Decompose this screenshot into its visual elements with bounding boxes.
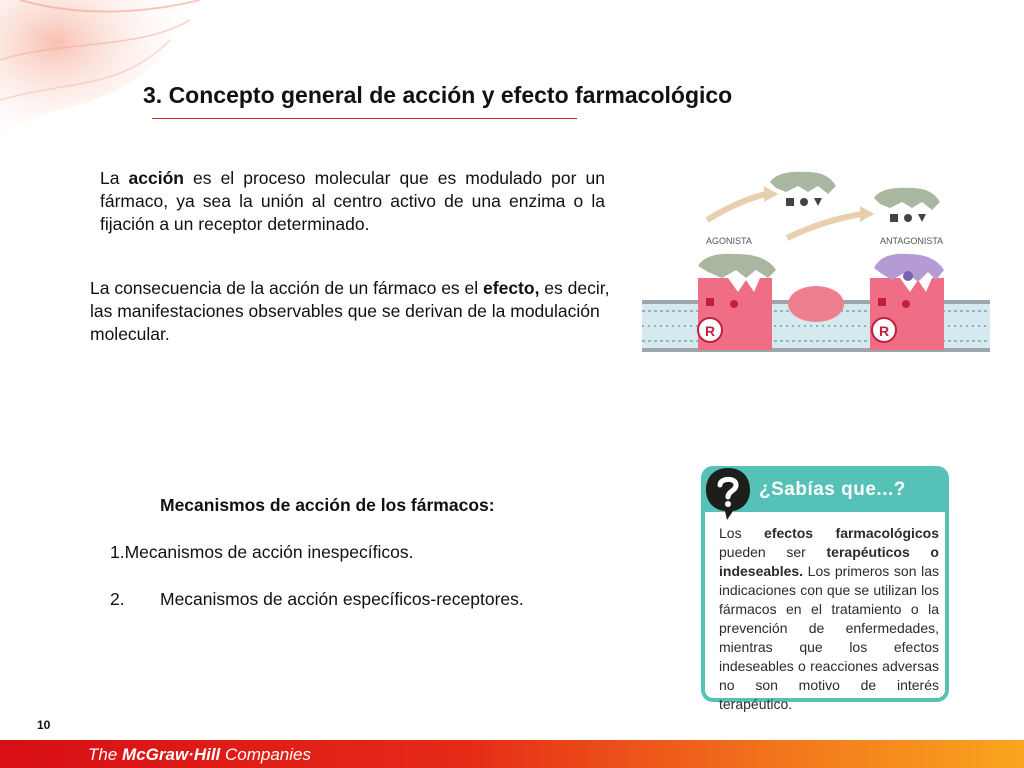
page-number: 10 (37, 718, 51, 732)
list-number: 2. (110, 589, 125, 609)
footer-bar (0, 740, 1024, 768)
sabias-title: ¿Sabías que...? (759, 479, 906, 500)
text-segment: es decir, las manifestaciones observables que se derivan de la modulación molecular. (90, 278, 610, 344)
text-segment: Los primeros son las indicaciones con que se utilizan los fármacos en el tratamiento o la prevención de enfermedades, mientras que los efectos indeseables o reacciones adversas no son motivo de interés terapéutico. (719, 563, 939, 712)
antagonist-label: ANTAGONISTA (880, 236, 944, 246)
decorative-swirl (0, 0, 210, 150)
receptor-letter: R (879, 323, 890, 339)
bold-term: terapéuticos o indeseables. (719, 544, 939, 579)
logo-text: Companies (220, 745, 311, 764)
bold-term: efectos farmacológicos (764, 525, 940, 541)
mechanism-item-1: 1.Mecanismos de acción inespecíficos. (110, 542, 414, 562)
mechanisms-heading: Mecanismos de acción de los fármacos: (160, 495, 495, 515)
agonist-label: AGONISTA (706, 236, 752, 246)
sabias-body (719, 524, 939, 714)
list-text: Mecanismos de acción específicos-receptores. (160, 589, 524, 609)
bold-term-efecto: efecto, (483, 278, 540, 298)
slide-title: 3. Concepto general de acción y efecto farmacológico (143, 82, 733, 108)
logo-text: The (88, 745, 123, 764)
text-segment: pueden ser (719, 544, 827, 560)
membrane-protein (788, 286, 844, 322)
receptor-left (698, 278, 772, 350)
text-segment: es el proceso molecular que es modulado por un fármaco, ya sea la unión al centro activo de una enzima o la fijación a un receptor determinado. (100, 168, 605, 234)
text-segment: La (100, 168, 129, 188)
text-segment: Los (719, 525, 765, 541)
mechanism-item-2 (110, 589, 524, 610)
publisher-logo (88, 745, 311, 765)
logo-brand: McGraw·Hill (122, 745, 221, 764)
receptor-letter: R (705, 323, 716, 339)
receptor-right (870, 278, 944, 350)
agonist-antagonist-figure (642, 168, 990, 352)
text-segment: La consecuencia de la acción de un fármaco es el (90, 278, 484, 298)
paragraph-accion (100, 167, 605, 236)
paragraph-efecto (90, 277, 610, 346)
bold-term-accion: acción (128, 168, 184, 188)
title-underline (152, 118, 577, 119)
question-mark-icon (703, 466, 753, 522)
